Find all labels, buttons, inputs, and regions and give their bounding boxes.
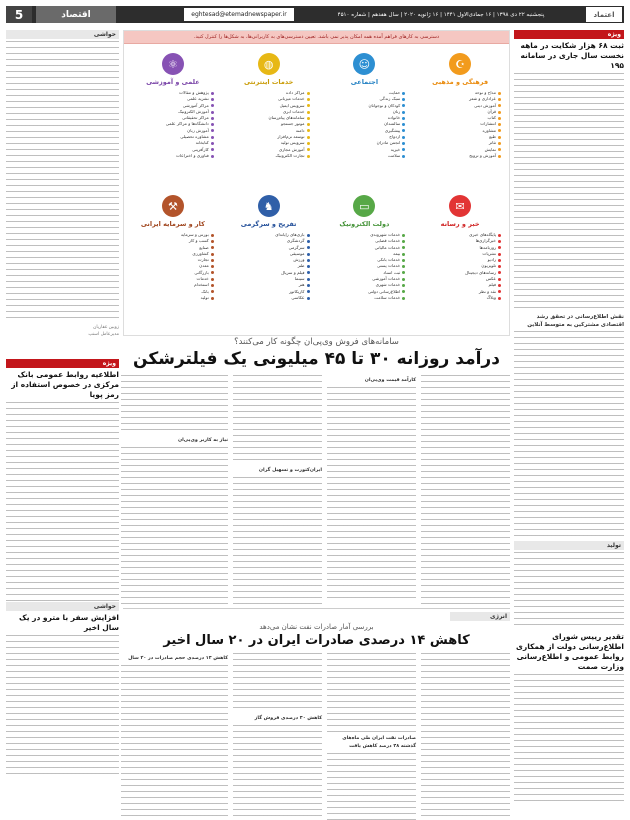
category-item: مداح و نوحه — [419, 90, 501, 96]
category-item: آموزش دینی — [419, 103, 501, 109]
right-article-text-2 — [514, 331, 624, 537]
category-item: خدمات آموزشی — [324, 276, 406, 282]
category-item: تئاتر — [419, 140, 501, 146]
category-list — [320, 90, 410, 159]
category-item: توسعه نرم‌افزار — [228, 134, 310, 140]
main-article-col-3 — [233, 375, 322, 605]
mosque-icon: ☪ — [449, 53, 471, 75]
main-subhead-2: ایران‌کتورت و تسهیل گران — [258, 468, 322, 473]
category-item: کسب و کار — [132, 238, 214, 244]
left-tag-2: ویژه — [6, 359, 119, 368]
category-list — [415, 232, 505, 301]
second-subhead-3: کاهش ۱۴ درصدی حجم صادرات در ۲۰ سال — [128, 656, 228, 661]
category-item: آموزش الکترونیک — [132, 109, 214, 115]
category-item: ثبت اسناد — [324, 270, 406, 276]
left-column — [6, 30, 119, 816]
category-item: فناوری و اختراعات — [132, 153, 214, 159]
category-4 — [128, 53, 218, 185]
category-list — [224, 90, 314, 159]
category-item: زنان — [324, 109, 406, 115]
category-list — [224, 232, 314, 301]
category-item: موسیقی — [228, 251, 310, 257]
main-subhead-1: کارآمد قیمت وی‌پی‌ان — [364, 378, 416, 383]
section-email[interactable]: eghtesad@etemadnewspaper.ir — [184, 8, 294, 21]
category-item: رادیو — [419, 257, 501, 263]
category-item: عکس — [419, 276, 501, 282]
right-headline-3: تقدیر رییس شورای اطلاع‌رسانی دولت از همکاری روابط عمومی و اطلاع‌رسانی وزارت صمت — [516, 632, 624, 671]
right-column — [514, 30, 624, 816]
category-list — [128, 90, 218, 159]
date-line: پنجشنبه ۲۲ دی ۱۳۹۸ | ۱۶ جمادی‌الاول ۱۴۴۱ | ۱۶ ژانویه ۲۰۲۰ | سال هفدهم | شماره ۴۵۱۰ — [337, 11, 545, 18]
page-number: 5 — [6, 6, 32, 23]
second-article-col-3 — [233, 653, 322, 820]
category-item: خیریه — [324, 147, 406, 153]
category-item: پیشگیری — [324, 128, 406, 134]
category-item: دانشگاه‌ها و مراکز علمی — [132, 121, 214, 127]
category-item: حمایت — [324, 90, 406, 96]
right-headline-2: نقش اطلاع‌رسانی در تحقق رشد اقتصادی مشترکین به متوسط آنلاین — [527, 314, 624, 328]
category-item: صنایع — [132, 245, 214, 251]
right-tag-2: تولید — [514, 541, 624, 550]
main-article-col-4 — [121, 375, 228, 605]
right-headline: ثبت ۶۸ هزار شکایت در ماهه نخست سال جاری در سامانه ۱۹۵ — [520, 41, 624, 70]
category-item: خدمات میزبانی — [228, 96, 310, 102]
category-title: تفریح و سرگرمی — [240, 220, 297, 228]
category-item: مراکز آموزشی — [132, 103, 214, 109]
category-item: خدمات سلامت — [324, 295, 406, 301]
category-title: خبر و رسانه — [440, 220, 480, 228]
category-6 — [320, 195, 410, 327]
category-item: معدن — [132, 263, 214, 269]
category-item: استخدام — [132, 282, 214, 288]
category-item: آموزش زبان — [132, 128, 214, 134]
category-item: سرگرمی — [228, 245, 310, 251]
category-item: کودکان و نوجوانان — [324, 103, 406, 109]
globe-icon: ◍ — [258, 53, 280, 75]
category-item: خبرگزاری‌ها — [419, 238, 501, 244]
left-headline: اطلاعیه روابط عمومی بانک مرکزی در خصوص استفاده از رمز پویا — [11, 370, 119, 399]
category-item: وبلاگ — [419, 295, 501, 301]
category-item: عزاداری و شعر — [419, 96, 501, 102]
category-item: بازرگانی — [132, 270, 214, 276]
category-item: مشاوره تحصیلی — [132, 134, 214, 140]
category-item: خانواده — [324, 115, 406, 121]
category-item: بیمه — [324, 251, 406, 257]
main-subhead-3: نیاز به کاربر وی‌پی‌ان — [178, 438, 228, 443]
category-item: روزنامه‌ها — [419, 245, 501, 251]
category-item: کتاب — [419, 115, 501, 121]
category-list — [128, 232, 218, 301]
left-article-text-2 — [6, 402, 119, 602]
energy-tag: انرژی — [450, 612, 510, 621]
category-item: نقد و نظر — [419, 289, 501, 295]
category-item: طنز — [228, 263, 310, 269]
category-3 — [224, 53, 314, 185]
category-title: فرهنگی و مذهبی — [432, 78, 489, 86]
left-tag-3: حواشی — [6, 602, 119, 611]
category-item: تجارت — [132, 257, 214, 263]
megaphone-icon: ✉ — [449, 195, 471, 217]
category-item: تولید — [132, 295, 214, 301]
category-item: تلویزیون — [419, 263, 501, 269]
category-item: مشاوره — [419, 128, 501, 134]
newspaper-logo: اعتماد — [586, 7, 622, 22]
category-item: طبع — [419, 134, 501, 140]
category-item: خدمات پستی — [324, 263, 406, 269]
worker-icon: ⚒ — [162, 195, 184, 217]
main-headline: درآمد روزانه ۳۰ تا ۴۵ میلیونی یک فیلترشکن — [133, 349, 500, 369]
people-icon: ☺ — [353, 53, 375, 75]
second-headline: کاهش ۱۴ درصدی صادرات ایران در ۲۰ سال اخیر — [163, 633, 470, 648]
category-item: انتشارات — [419, 121, 501, 127]
category-item: کتابخانه — [132, 140, 214, 146]
category-item: کشاورزی — [132, 251, 214, 257]
category-title: خدمات اینترنتی — [243, 78, 294, 86]
left-byline: زوبین غفاریان — [93, 325, 119, 330]
category-7 — [224, 195, 314, 327]
category-title: کار و سرمایه ایرانی — [140, 220, 205, 228]
category-item: خدمات شهری — [324, 282, 406, 288]
atom-icon: ⚛ — [162, 53, 184, 75]
category-item: رسانه‌های دیجیتال — [419, 270, 501, 276]
category-item: مراکز تحقیقاتی — [132, 115, 214, 121]
category-item: سینما — [228, 276, 310, 282]
category-title: علمی و آموزشی — [146, 78, 200, 86]
category-item: عکاسی — [228, 295, 310, 301]
category-item: بانک — [132, 289, 214, 295]
second-subhead-2: کاهش ۴۰ درصدی فروش گاز — [254, 716, 322, 721]
category-item: تجارت الکترونیک — [228, 153, 310, 159]
header-bar — [6, 6, 624, 23]
category-item: سلامت — [324, 153, 406, 159]
left-byline-2: مدیرعامل اسنپ — [88, 332, 119, 337]
right-tag: ویژه — [514, 30, 624, 39]
category-item: گردشگری — [228, 238, 310, 244]
category-item: نشریات — [419, 251, 501, 257]
category-item: کارآفرینی — [132, 147, 214, 153]
infographic — [123, 30, 510, 336]
main-article-col-1 — [421, 375, 510, 605]
category-5 — [415, 195, 505, 327]
category-item: انجمن مادران — [324, 140, 406, 146]
category-item: بورس و سرمایه — [132, 232, 214, 238]
main-area — [123, 30, 510, 816]
category-item: سرویس تولید — [228, 140, 310, 146]
main-kicker: سامانه‌های فروش وی‌پی‌ان چگونه کار می‌کنند؟ — [234, 337, 399, 347]
second-article-col-2 — [327, 653, 416, 820]
category-item: ازدواج — [324, 134, 406, 140]
category-item: پژوهش و مقالات — [132, 90, 214, 96]
laptop-icon: ▭ — [353, 195, 375, 217]
category-item: نشریه علمی — [132, 96, 214, 102]
left-article-text — [6, 41, 119, 323]
category-item: ورزش — [228, 257, 310, 263]
category-list — [415, 90, 505, 159]
category-item: آموزش مجازی — [228, 147, 310, 153]
category-item: فیلم — [419, 282, 501, 288]
category-item: کاریکاتور — [228, 289, 310, 295]
category-item: بازی‌های رایانه‌ای — [228, 232, 310, 238]
category-item: خدمات مالیاتی — [324, 245, 406, 251]
category-title: دولت الکترونیک — [339, 220, 390, 228]
category-grid — [128, 53, 505, 327]
category-item: خدمات شهروندی — [324, 232, 406, 238]
right-article-text — [514, 73, 624, 311]
second-article-col-4 — [121, 653, 228, 820]
category-list — [320, 232, 410, 301]
category-1 — [415, 53, 505, 185]
section-divider — [123, 608, 510, 609]
category-item: دامنه — [228, 128, 310, 134]
second-article-col-1 — [421, 653, 510, 820]
right-article-text-3 — [514, 552, 624, 630]
category-item: سالمندان — [324, 121, 406, 127]
category-item: فیلم و سریال — [228, 270, 310, 276]
left-article-text-3 — [6, 635, 119, 775]
category-item: سبک زندگی — [324, 96, 406, 102]
main-article-col-2 — [327, 375, 416, 605]
category-item: پایگاه‌های خبری — [419, 232, 501, 238]
category-item: قرآن — [419, 109, 501, 115]
category-item: مراکز داده — [228, 90, 310, 96]
section-title: اقتصاد — [36, 6, 116, 23]
left-headline-2: افزایش سفر با مترو در یک سال اخیر — [19, 613, 119, 632]
category-item: موتور جستجو — [228, 121, 310, 127]
category-8 — [128, 195, 218, 327]
infographic-note: دسترسی به کارهای فراهم آمده همه امکان پذیر نمی باشد. تعیین دسترسی‌های به کاربرانی‌ها، به شکل‌ها را کنترل کنید. — [124, 31, 509, 44]
second-kicker: بررسی آمار صادرات نفت نشان می‌دهد — [259, 623, 374, 631]
category-item: سرویس ایمیل — [228, 103, 310, 109]
category-item: خدمات ابری — [228, 109, 310, 115]
category-item: هنر — [228, 282, 310, 288]
category-item: آموزش و ترویج — [419, 153, 501, 159]
category-item: نمایش — [419, 147, 501, 153]
category-item: خدمات — [132, 276, 214, 282]
category-title: اجتماعی — [350, 78, 379, 86]
category-2 — [320, 53, 410, 185]
category-item: خدمات بانکی — [324, 257, 406, 263]
category-item: اطلاع‌رسانی دولتی — [324, 289, 406, 295]
category-item: خدمات قضایی — [324, 238, 406, 244]
right-article-text-4 — [514, 674, 624, 804]
left-tag: حواشی — [6, 30, 119, 39]
second-subhead-1: صادرات نفت ایران طی ماه‌های گذشته ۴۸ درصد کاهش یافت — [342, 736, 416, 749]
gamepad-icon: ♞ — [258, 195, 280, 217]
page-header — [0, 0, 630, 28]
category-item: سامانه‌های پیام‌رسان — [228, 115, 310, 121]
